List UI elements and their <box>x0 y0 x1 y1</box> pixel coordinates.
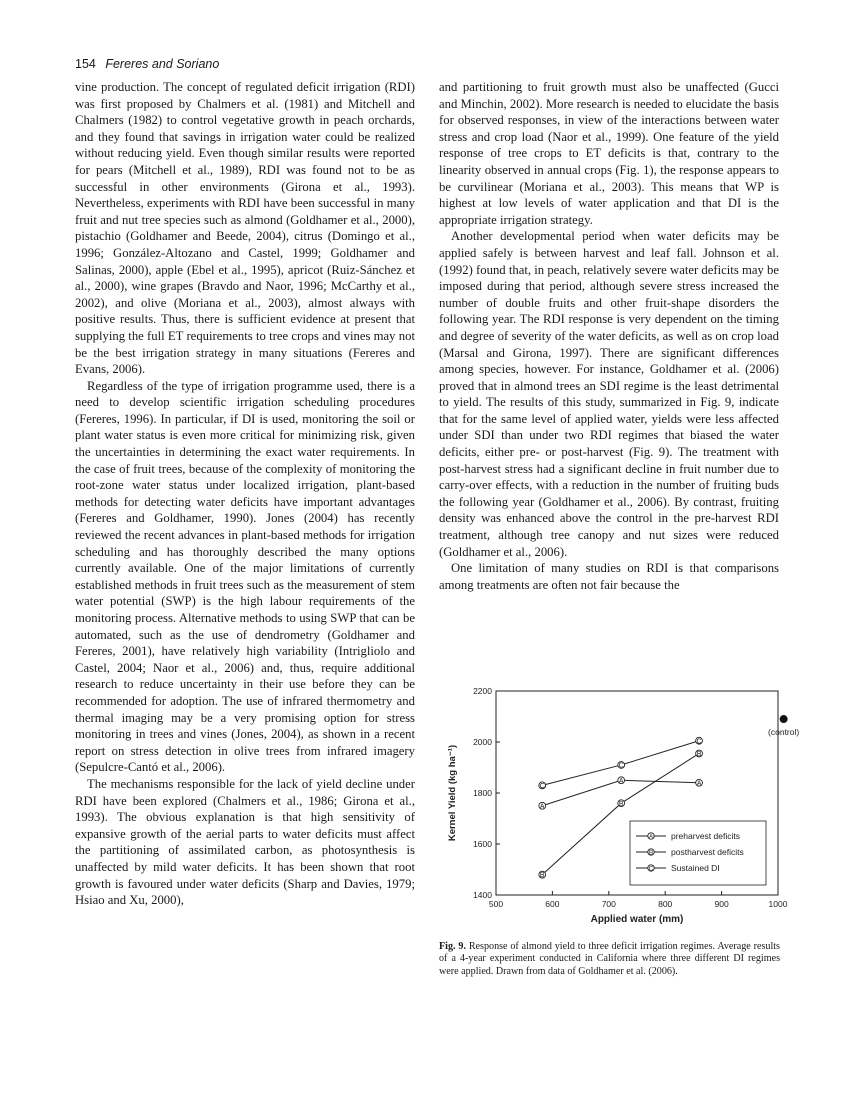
y-tick-label: 2200 <box>473 686 492 696</box>
legend-marker-letter: B <box>648 849 654 857</box>
legend-label: Sustained DI <box>671 863 720 873</box>
y-tick-label: 1400 <box>473 890 492 900</box>
right-text-column <box>439 79 779 593</box>
right-paragraph-3: One limitation of many studies on RDI is that comparisons among treatments are often not fair because the <box>439 561 779 592</box>
data-point-marker: A <box>618 777 624 785</box>
control-label: (control) <box>768 727 800 738</box>
caption-text: Response of almond yield to three deficit irrigation regimes. Average results of a 4-year experiment conducted in California where three different DI regimes were applied. Drawn from data of Goldhamer et al. (2006). <box>439 941 780 977</box>
left-paragraph-3: The mechanisms responsible for the lack of yield decline under RDI have been explored (Chalmers et al., 1986; Girona et al., 1993). The obvious explanation is that high sensitivity of expansive growth of the aerial parts to water deficits must affect the partitioning of assimilated carbon, as photosynthesis is unaffected by mild water deficits. It has been shown that root growth is favoured under water deficits (Sharp and Davies, 1979; Hsiao and Xu, 2000), <box>75 776 415 908</box>
x-tick-label: 700 <box>601 899 616 909</box>
control-point <box>780 715 788 723</box>
y-tick-label: 1600 <box>473 839 492 849</box>
y-tick-label: 2000 <box>473 737 492 747</box>
data-point-marker: C <box>696 738 702 746</box>
data-point-marker: B <box>539 872 545 880</box>
page-number: 154 <box>75 57 96 71</box>
x-axis-label: Applied water (mm) <box>590 914 684 925</box>
x-tick-label: 500 <box>488 899 504 909</box>
figure-caption <box>439 941 780 978</box>
data-point-marker: C <box>539 782 545 790</box>
y-tick-label: 1800 <box>473 788 492 798</box>
caption-label: Fig. 9. <box>439 941 466 952</box>
left-paragraph-1: vine production. The concept of regulated deficit irrigation (RDI) was first proposed by Chalmers et al. (1981) and Mitchell and Chalmers (1982) to control vegetative growth in peach orchards, and they found that savings in irrigation water could be realized without reducing yield. Even though similar results were reported for pears (Mitchell et al., 1989), RDI was found not to be as successful in other environments (Girona et al., 1993). Nevertheless, experiments with RDI have been successful in many fruit and nut tree species such as almond (Goldhamer et al., 2000), pistachio (Goldhamer and Beede, 2004), citrus (Domingo et al., 1996; González-Altozano and Castel, 1999; Goldhamer and Salinas, 2000), apple (Ebel et al., 1995), apricot (Ruiz-Sánchez et al., 2000), wine grapes (Bravdo and Naor, 1996; McCarthy et al., 2002), and olive (Moriana et al., 2003), almost always with positive results. Thus, there is sufficient evidence at present that supplying the full ET requirements to tree crops and vines may not be the best irrigation strategy in many situations (Fereres and Evans, 2006). <box>75 80 415 377</box>
legend-label: postharvest deficits <box>671 847 744 857</box>
legend-label: preharvest deficits <box>671 831 740 841</box>
running-head-authors: Fereres and Soriano <box>105 57 220 71</box>
x-tick-label: 900 <box>714 899 729 909</box>
data-point-marker: A <box>539 803 545 811</box>
legend-marker-letter: C <box>648 865 654 873</box>
x-tick-label: 1000 <box>768 899 788 909</box>
data-point-marker: C <box>618 762 624 770</box>
data-point-marker: B <box>618 800 624 808</box>
legend-marker-letter: A <box>648 833 654 841</box>
left-text-column <box>75 79 415 909</box>
figure-9 <box>439 676 800 938</box>
data-point-marker: A <box>696 780 702 788</box>
kernel-yield-chart <box>439 676 800 938</box>
right-paragraph-1: and partitioning to fruit growth must also be unaffected (Gucci and Minchin, 2002). More research is needed to elucidate the basis for observed responses, in view of the interactions between water stress and crop load (Naor et al., 1999). One feature of the yield response of tree crops to ET deficits is that, contrary to the linearity observed in annual crops (Fig. 1), the response appears to be curvilinear (Moriana et al., 2003). This means that WP is highest at low levels of water application and that DI is the appropriate irrigation strategy. <box>439 80 779 227</box>
y-axis-label: Kernel Yield (kg ha⁻¹) <box>447 744 458 842</box>
left-paragraph-2: Regardless of the type of irrigation programme used, there is a need to develop scientific irrigation scheduling procedures (Fereres, 1996). In particular, if DI is used, monitoring the soil or plant water status is even more critical for minimizing risk, given the uncertainties in determining the exact water requirements. In the case of fruit trees, because of the complexity of monitoring the root-zone water status under localized irrigation, plant-based methods for detecting water deficits have important advantages (Fereres and Goldhamer, 1990). Jones (2004) has recently reviewed the recent advances in plant-based methods for irrigation scheduling and has thoroughly described the many options currently available. One of the major limitations of currently established methods in fruit trees such as the measurement of stem water potential (SWP) is the high labour requirements of the monitoring process. Alternative methods to using SWP that can be automated, such as the use of dendrometry (Goldhamer and Fereres, 2001), have relatively high variability (Intrigliolo and Castel, 2004; Naor et al., 2006) and, thus, require additional research to reduce uncertainty in their use before they can be recommended for adoption. The use of infrared thermometry and thermal imaging may be a very promising option for stress monitoring in trees and vines (Jones, 2004), as shown in a recent report on stress detection in olive trees from infrared imagery (Sepulcre-Cantó et al., 2006). <box>75 378 415 775</box>
right-paragraph-2: Another developmental period when water deficits may be applied safely is between harvest and leaf fall. Johnson et al. (1992) found that, in peach, relatively severe water deficits may be imposed during that period, although severe stress increased the number of double fruits and other fruit-shape disorders the following year. The RDI response is very dependent on the timing and degree of severity of the water deficits, as well as on crop load (Marsal and Girona, 1997). There are significant differences among species, however. For instance, Goldhamer et al. (2006) proved that in almond trees an SDI regime is the least detrimental to yield. The results of this study, summarized in Fig. 9, indicate that for the same level of applied water, yields were less affected under SDI than under two RDI regimes that biased the water deficits, either pre- or post-harvest (Fig. 9). The treatment with post-harvest stress had a significant decline in fruit number due to carry-over effects, with a reduction in the number of fruiting buds the following year (Goldhamer et al., 2006). By contrast, fruiting density was enhanced above the control in the pre-harvest RDI treatment, although tree canopy and nut sizes were reduced (Goldhamer et al., 2006). <box>439 229 779 559</box>
page-header <box>75 57 219 71</box>
data-point-marker: B <box>696 751 702 759</box>
x-tick-label: 800 <box>658 899 673 909</box>
x-tick-label: 600 <box>545 899 560 909</box>
